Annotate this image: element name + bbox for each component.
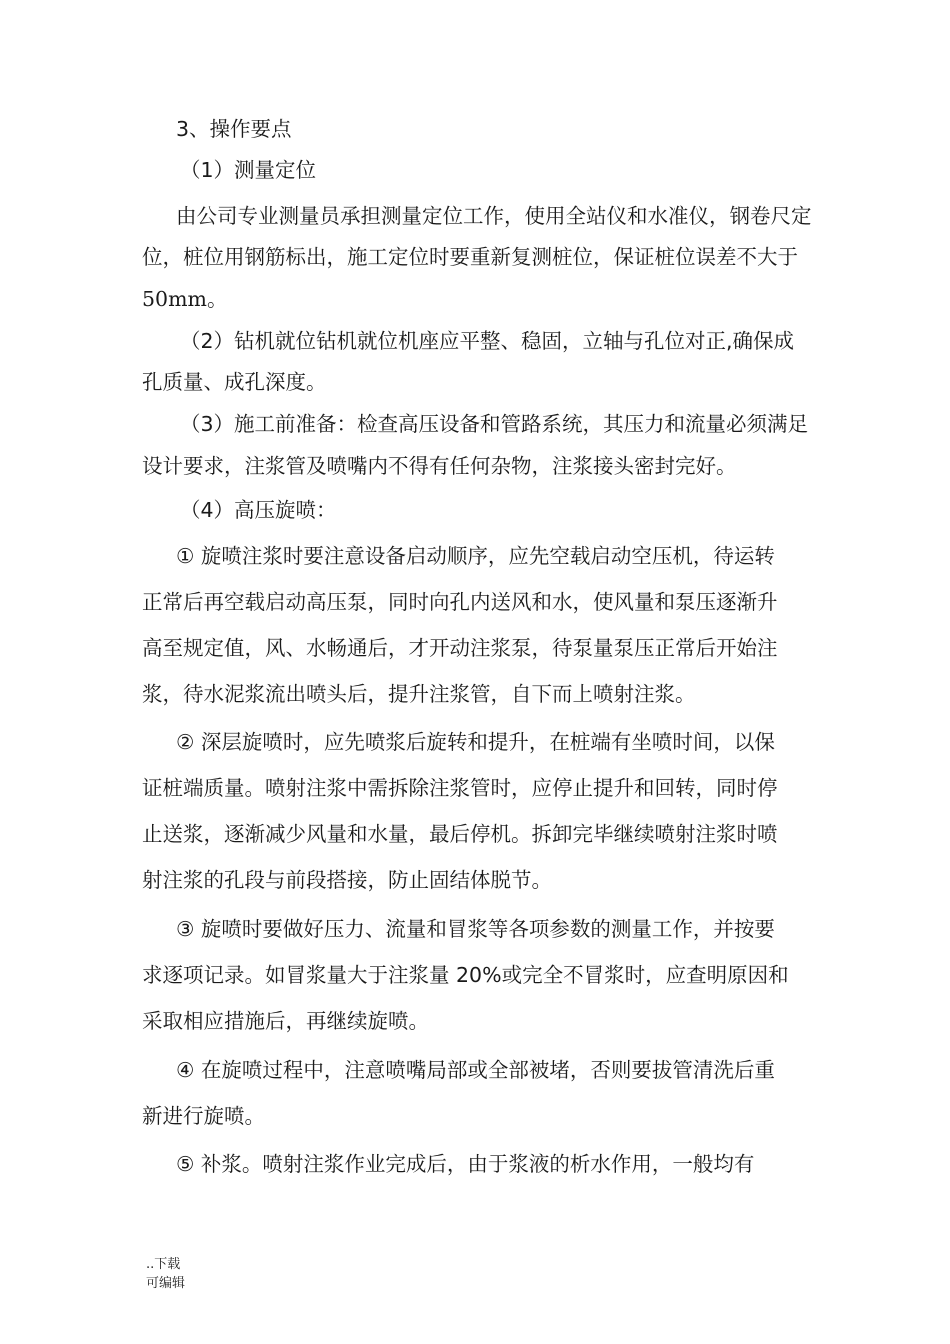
paragraph-line: 由公司专业测量员承担测量定位工作，使用全站仪和水准仪，钢卷尺定: [176, 204, 812, 228]
paragraph-line: ④ 在旋喷过程中，注意喷嘴局部或全部被堵，否则要拔管清洗后重: [176, 1058, 775, 1082]
paragraph-line: 位，桩位用钢筋标出，施工定位时要重新复测桩位，保证桩位误差不大于: [142, 245, 798, 269]
paragraph-line: 正常后再空载启动高压泵，同时向孔内送风和水，使风量和泵压逐渐升: [142, 590, 778, 614]
paragraph-line: 50mm。: [142, 287, 228, 311]
paragraph-line: 采取相应措施后，再继续旋喷。: [142, 1009, 429, 1033]
footer-editable-note: 可编辑: [146, 1276, 186, 1291]
subsection-title-1: （1）测量定位: [180, 158, 317, 182]
paragraph-line: ③ 旋喷时要做好压力、流量和冒浆等各项参数的测量工作，并按要: [176, 917, 775, 941]
paragraph-line: 证桩端质量。喷射注浆中需拆除注浆管时，应停止提升和回转，同时停: [142, 776, 778, 800]
paragraph-line: 求逐项记录。如冒浆量大于注浆量 20%或完全不冒浆时，应查明原因和: [142, 963, 789, 987]
paragraph-line: ⑤ 补浆。喷射注浆作业完成后，由于浆液的析水作用，一般均有: [176, 1152, 755, 1176]
paragraph-line: 高至规定值，风、水畅通后，才开动注浆泵，待泵量泵压正常后开始注: [142, 636, 778, 660]
subsection-title-4: （4）高压旋喷：: [180, 498, 337, 522]
section-heading: 3、操作要点: [176, 117, 292, 141]
paragraph-line: 新进行旋喷。: [142, 1104, 265, 1128]
paragraph-line: 浆，待水泥浆流出喷头后，提升注浆管，自下而上喷射注浆。: [142, 682, 696, 706]
paragraph-line: ① 旋喷注浆时要注意设备启动顺序，应先空载启动空压机，待运转: [176, 544, 775, 568]
paragraph-line: （2）钻机就位钻机就位机座应平整、稳固，立轴与孔位对正,确保成: [180, 329, 795, 353]
paragraph-line: 止送浆，逐渐减少风量和水量，最后停机。拆卸完毕继续喷射注浆时喷: [142, 822, 778, 846]
paragraph-line: 射注浆的孔段与前段搭接，防止固结体脱节。: [142, 868, 552, 892]
paragraph-line: ② 深层旋喷时，应先喷浆后旋转和提升，在桩端有坐喷时间，以保: [176, 730, 775, 754]
paragraph-line: 设计要求，注浆管及喷嘴内不得有任何杂物，注浆接头密封完好。: [142, 454, 737, 478]
paragraph-line: （3）施工前准备：检查高压设备和管路系统，其压力和流量必须满足: [180, 412, 809, 436]
footer-download-note: ..下载: [146, 1257, 181, 1272]
paragraph-line: 孔质量、成孔深度。: [142, 370, 327, 394]
